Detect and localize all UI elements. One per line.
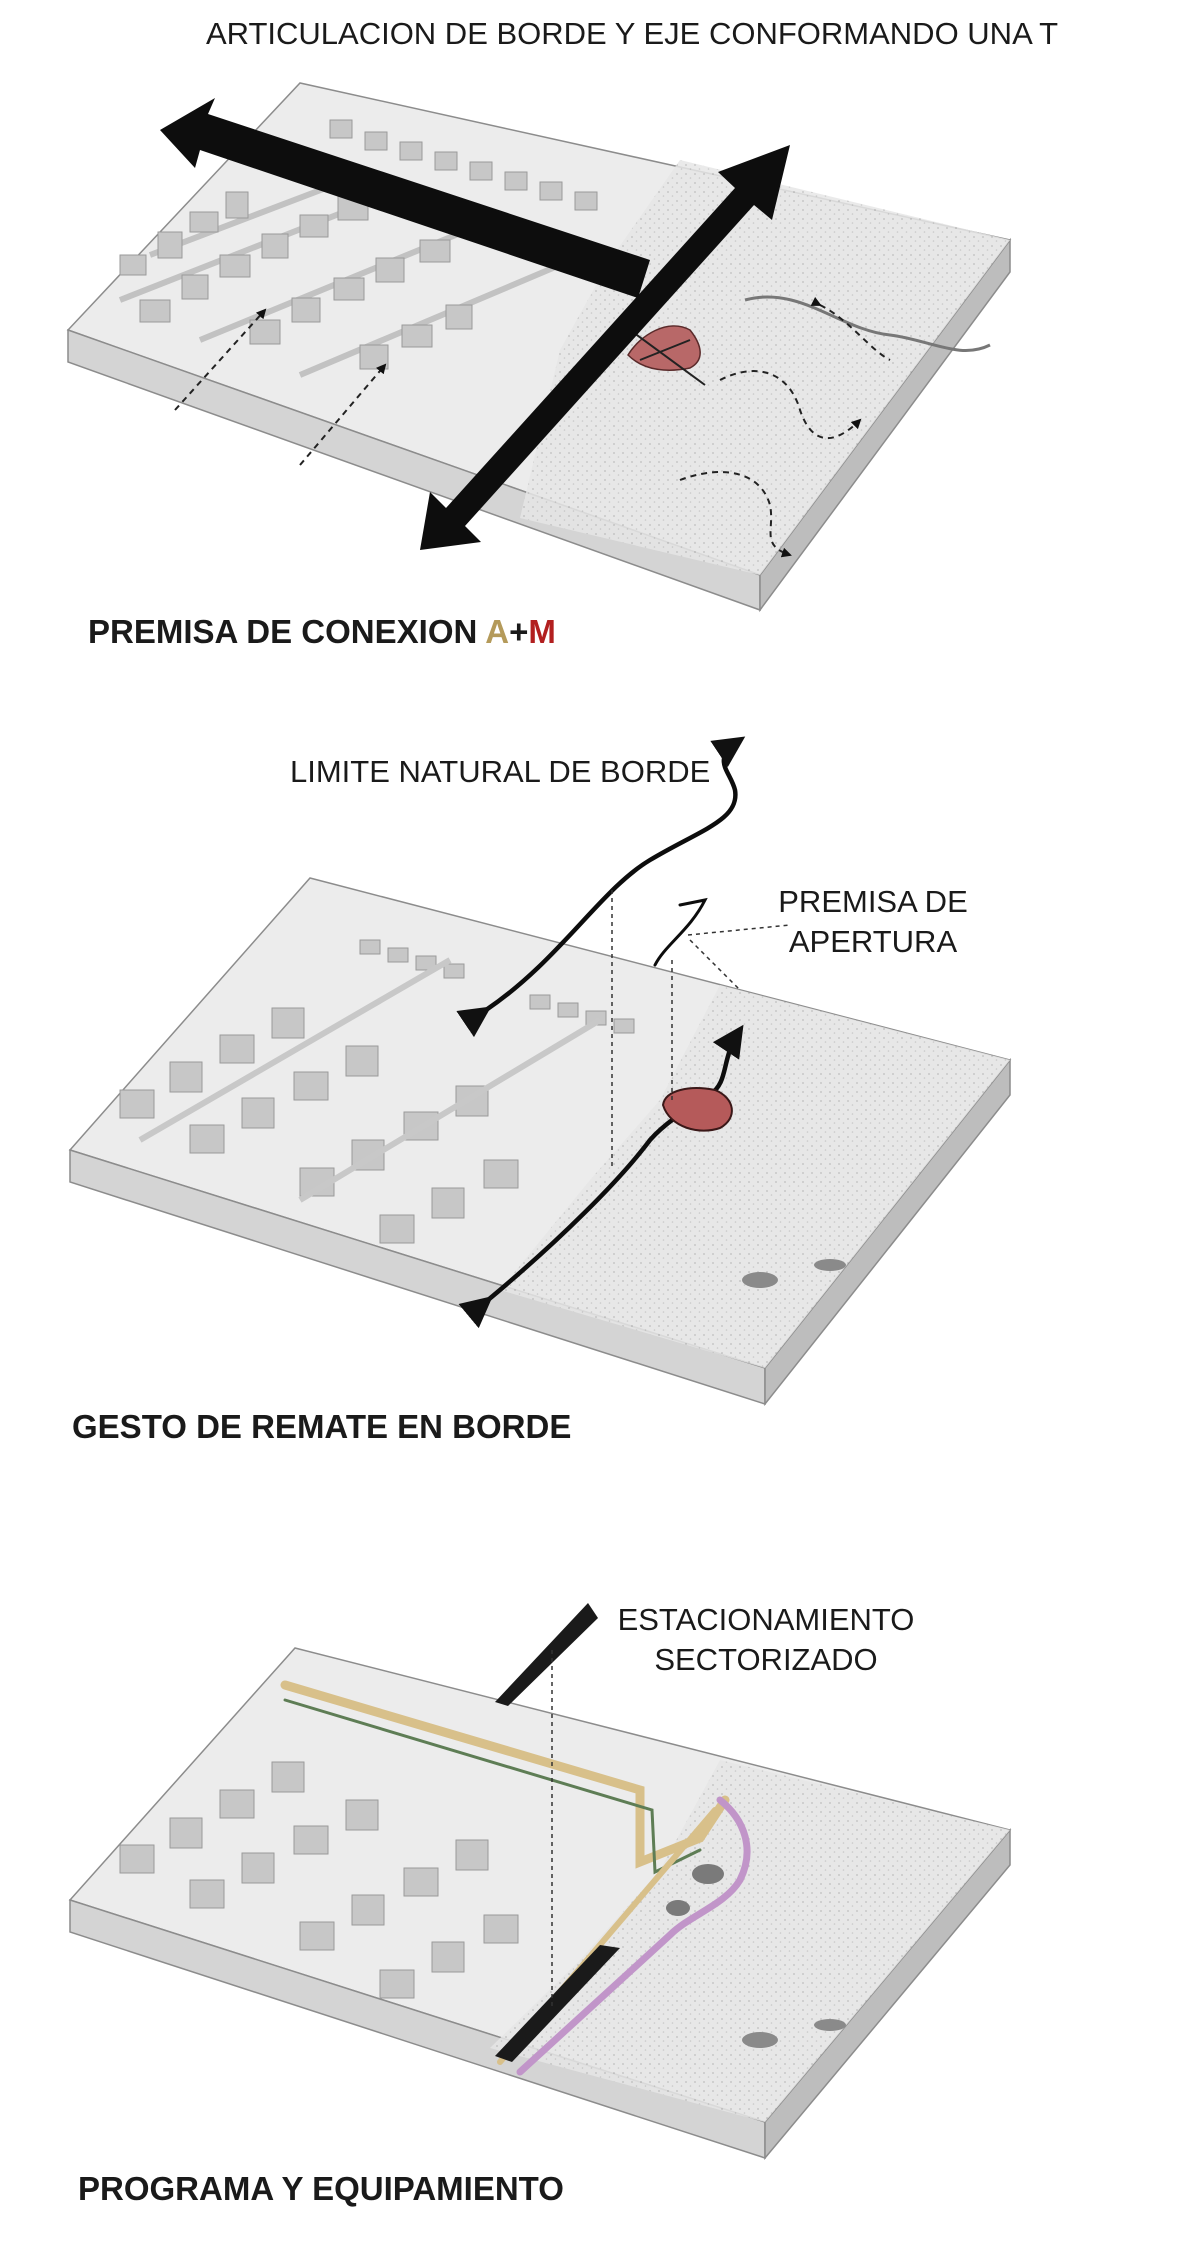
opening-label-line1: PREMISA DE — [778, 884, 968, 919]
diagram-2-caption: GESTO DE REMATE EN BORDE — [72, 1408, 572, 1445]
parking-wedge — [495, 1603, 598, 1706]
diagram-2 — [70, 740, 1010, 1445]
zigzag — [655, 900, 705, 965]
diagram-1-caption — [88, 613, 556, 650]
site-block-1 — [68, 83, 1010, 610]
diagram-3 — [70, 1602, 1010, 2207]
caption-1-a: A — [485, 613, 510, 650]
caption-1-main: PREMISA DE CONEXION — [88, 613, 486, 650]
opening-label-line2: APERTURA — [788, 924, 958, 959]
limit-label: LIMITE NATURAL DE BORDE — [290, 754, 711, 789]
site-block-3 — [70, 1648, 1010, 2158]
caption-1-m: M — [528, 613, 556, 650]
diagram-1 — [68, 16, 1058, 650]
diagram-3-caption: PROGRAMA Y EQUIPAMIENTO — [78, 2170, 564, 2207]
caption-1-plus: + — [509, 613, 529, 650]
parking-label-line2: SECTORIZADO — [654, 1642, 878, 1677]
diagram-1-title: ARTICULACION DE BORDE Y EJE CONFORMANDO UNA T — [205, 16, 1059, 51]
parking-label-line1: ESTACIONAMIENTO — [617, 1602, 915, 1637]
